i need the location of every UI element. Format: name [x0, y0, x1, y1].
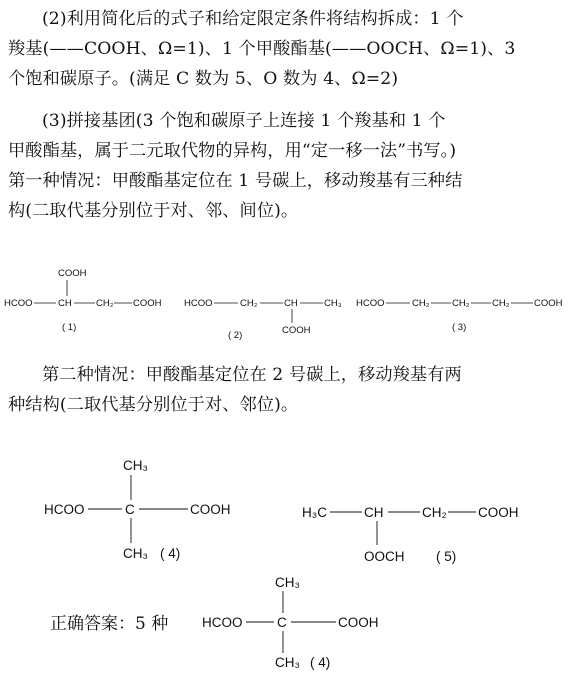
structure-1-label: ( 1) [62, 322, 77, 333]
structure-2 [184, 298, 342, 341]
structure-1-right-group: COOH [133, 298, 162, 309]
structure-1-left-group: HCOO [4, 298, 33, 309]
structure-5-bottom-group: OOCH [364, 549, 405, 564]
text-line: 个饱和碳原子。(满足 C 数为 5、O 数为 4、Ω=2) [8, 69, 399, 89]
structure-4-top-group: CH₃ [123, 458, 148, 473]
text-line: 第一种情况：甲酸酯基定位在 1 号碳上，移动羧基有三种结 [8, 171, 463, 191]
structure-4-bottom-group: CH₃ [123, 546, 148, 561]
structures-row-1 [0, 260, 573, 350]
structure-4-label: ( 4) [160, 546, 181, 561]
structure-3-ch2-c: CH₂ [492, 298, 510, 309]
structure-3 [356, 298, 563, 333]
answer-label: ( 4) [310, 655, 331, 670]
answer-text: 正确答案：5 种 [50, 614, 169, 634]
text-line: 种结构(二取代基分别位于对、邻位)。 [8, 395, 299, 415]
structure-4-right-group: COOH [190, 502, 231, 517]
structure-3-label: ( 3) [452, 322, 467, 333]
answer-right-group: COOH [338, 615, 379, 630]
structure-5-right-group: COOH [478, 505, 519, 520]
structure-5-label: ( 5) [436, 549, 457, 564]
answer-row [0, 577, 573, 677]
structure-5-center: CH [364, 505, 384, 520]
structure-1-center: CH [58, 298, 72, 309]
answer-center: C [277, 615, 287, 630]
structures-row-2 [0, 450, 573, 580]
answer-structure-4 [202, 575, 379, 670]
structure-2-label: ( 2) [228, 330, 243, 341]
paragraph-step-3 [8, 106, 568, 226]
structure-3-left-group: HCOO [356, 298, 385, 309]
answer-bottom-group: CH₃ [275, 655, 300, 670]
paragraph-step-2 [8, 4, 568, 94]
structure-2-left-group: HCOO [184, 298, 213, 309]
structure-1 [4, 268, 162, 333]
structure-4-left-group: HCOO [44, 502, 85, 517]
text-line: 构(二取代基分别位于对、邻、间位)。 [8, 201, 299, 221]
structure-1-ch2: CH₂ [96, 298, 114, 309]
structure-2-center: CH [284, 298, 298, 309]
structure-4-center: C [125, 502, 135, 517]
structure-5-ch2: CH₂ [422, 505, 447, 520]
text-line: 第二种情况：甲酸酯基定位在 2 号碳上，移动羧基有两 [42, 365, 462, 385]
paragraph-case-2 [8, 360, 568, 420]
text-line: (3)拼接基团(3 个饱和碳原子上连接 1 个羧基和 1 个 [42, 111, 446, 131]
text-line: 甲酸酯基，属于二元取代物的异构，用“定一移一法”书写。) [8, 141, 457, 161]
text-line: 羧基(——COOH、Ω=1)、1 个甲酸酯基(——OOCH、Ω=1)、3 [8, 39, 516, 59]
structure-5 [302, 505, 519, 564]
text-line: (2)利用简化后的式子和给定限定条件将结构拆成：1 个 [42, 9, 464, 29]
structure-1-top-group: COOH [58, 268, 87, 279]
structure-2-bottom-group: COOH [282, 325, 311, 336]
answer-top-group: CH₃ [275, 575, 300, 590]
structure-4 [44, 458, 231, 561]
answer-left-group: HCOO [202, 615, 243, 630]
structure-3-ch2-b: CH₂ [452, 298, 470, 309]
structure-2-ch2: CH₂ [240, 298, 258, 309]
structure-3-right-group: COOH [534, 298, 563, 309]
structure-5-left-group: H₃C [302, 505, 327, 520]
structure-2-right-group: CH₃ [324, 298, 342, 309]
structure-3-ch2-a: CH₂ [412, 298, 430, 309]
